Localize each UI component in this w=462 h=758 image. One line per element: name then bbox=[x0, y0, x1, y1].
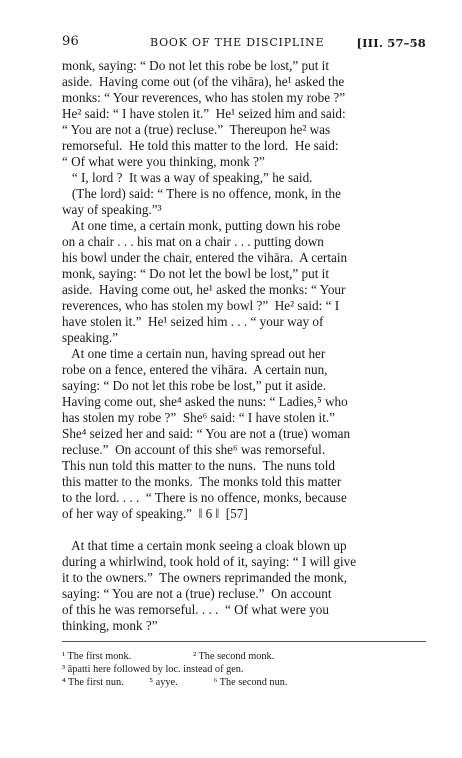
text-line: “ I, lord ? It was a way of speaking,” he said. bbox=[62, 170, 313, 185]
text-line: this matter to the monks. The monks told this matter bbox=[62, 474, 342, 489]
text-line: have stolen it.” He¹ seized him . . . “ your way of bbox=[62, 314, 324, 329]
text-line: aside. Having come out, he¹ asked the monks: “ Your bbox=[62, 282, 346, 297]
text-line: “ You are not a (true) recluse.” Thereupon he² was bbox=[62, 122, 331, 137]
text-line: robe on a fence, entered the vihāra. A certain nun, bbox=[62, 362, 328, 377]
text-line: She⁴ seized her and said: “ You are not a (true) woman bbox=[62, 426, 351, 441]
text-line: of her way of speaking.” ‖ 6 ‖ [57] bbox=[62, 506, 248, 521]
text-line: (The lord) said: “ There is no offence, monk, in the bbox=[62, 186, 341, 201]
text-line: reverences, who has stolen my bowl ?” He² said: “ I bbox=[62, 298, 340, 313]
footnotes bbox=[62, 650, 426, 689]
text-line: speaking.” bbox=[62, 330, 119, 345]
text-line: At that time a certain monk seeing a cloak blown up bbox=[62, 538, 347, 553]
running-header bbox=[62, 36, 426, 52]
text-line: during a whirlwind, took hold of it, saying: “ I will give bbox=[62, 554, 357, 569]
text-line: “ Of what were you thinking, monk ?” bbox=[62, 154, 265, 169]
paragraph-gap bbox=[62, 522, 426, 538]
text-line: monks: “ Your reverences, who has stolen my robe ?” bbox=[62, 90, 346, 105]
main-text bbox=[62, 58, 426, 634]
text-line: monk, saying: “ Do not let the bowl be lost,” put it bbox=[62, 266, 330, 281]
text-line: on a chair . . . his mat on a chair . . . putting down bbox=[62, 234, 324, 249]
running-title: BOOK OF THE DISCIPLINE bbox=[150, 36, 325, 49]
text-line: remorseful. He told this matter to the lord. He said: bbox=[62, 138, 339, 153]
text-line: This nun told this matter to the nuns. The nuns told bbox=[62, 458, 336, 473]
text-line: recluse.” On account of this she⁶ was remorseful. bbox=[62, 442, 326, 457]
text-line: way of speaking.”³ bbox=[62, 202, 162, 217]
text-line: it to the owners.” The owners reprimanded the monk, bbox=[62, 570, 348, 585]
page-number: 96 bbox=[62, 34, 79, 49]
text-line: saying: “ You are not a (true) recluse.” On account bbox=[62, 586, 332, 601]
text-line: At one time, a certain monk, putting down his robe bbox=[62, 218, 341, 233]
text-line: He² said: “ I have stolen it.” He¹ seized him and said: bbox=[62, 106, 346, 121]
text-line: Having come out, she⁴ asked the nuns: “ Ladies,⁵ who bbox=[62, 394, 348, 409]
text-line: has stolen my robe ?” She⁶ said: “ I have stolen it.” bbox=[62, 410, 336, 425]
text-line: to the lord. . . . “ There is no offence, monks, because bbox=[62, 490, 347, 505]
text-line: aside. Having come out (of the vihāra), he¹ asked the bbox=[62, 74, 345, 89]
text-line: thinking, monk ?” bbox=[62, 618, 158, 633]
text-line: saying: “ Do not let this robe be lost,” put it aside. bbox=[62, 378, 327, 393]
footnote-line: ⁴ The first nun. ⁵ ayye. ⁶ The second nun. bbox=[62, 677, 288, 688]
footnote-divider bbox=[62, 641, 426, 642]
footnote-line: ³ āpatti here followed by loc. instead of gen. bbox=[62, 664, 244, 675]
text-line: monk, saying: “ Do not let this robe be lost,” put it bbox=[62, 58, 330, 73]
footnote-line: ¹ The first monk. ² The second monk. bbox=[62, 651, 275, 662]
text-line: At one time a certain nun, having spread out her bbox=[62, 346, 326, 361]
text-line: his bowl under the chair, entered the vihāra. A certain bbox=[62, 250, 348, 265]
text-line: of this he was remorseful. . . . “ Of what were you bbox=[62, 602, 329, 617]
section-reference: [III. 57–58 bbox=[356, 36, 426, 50]
